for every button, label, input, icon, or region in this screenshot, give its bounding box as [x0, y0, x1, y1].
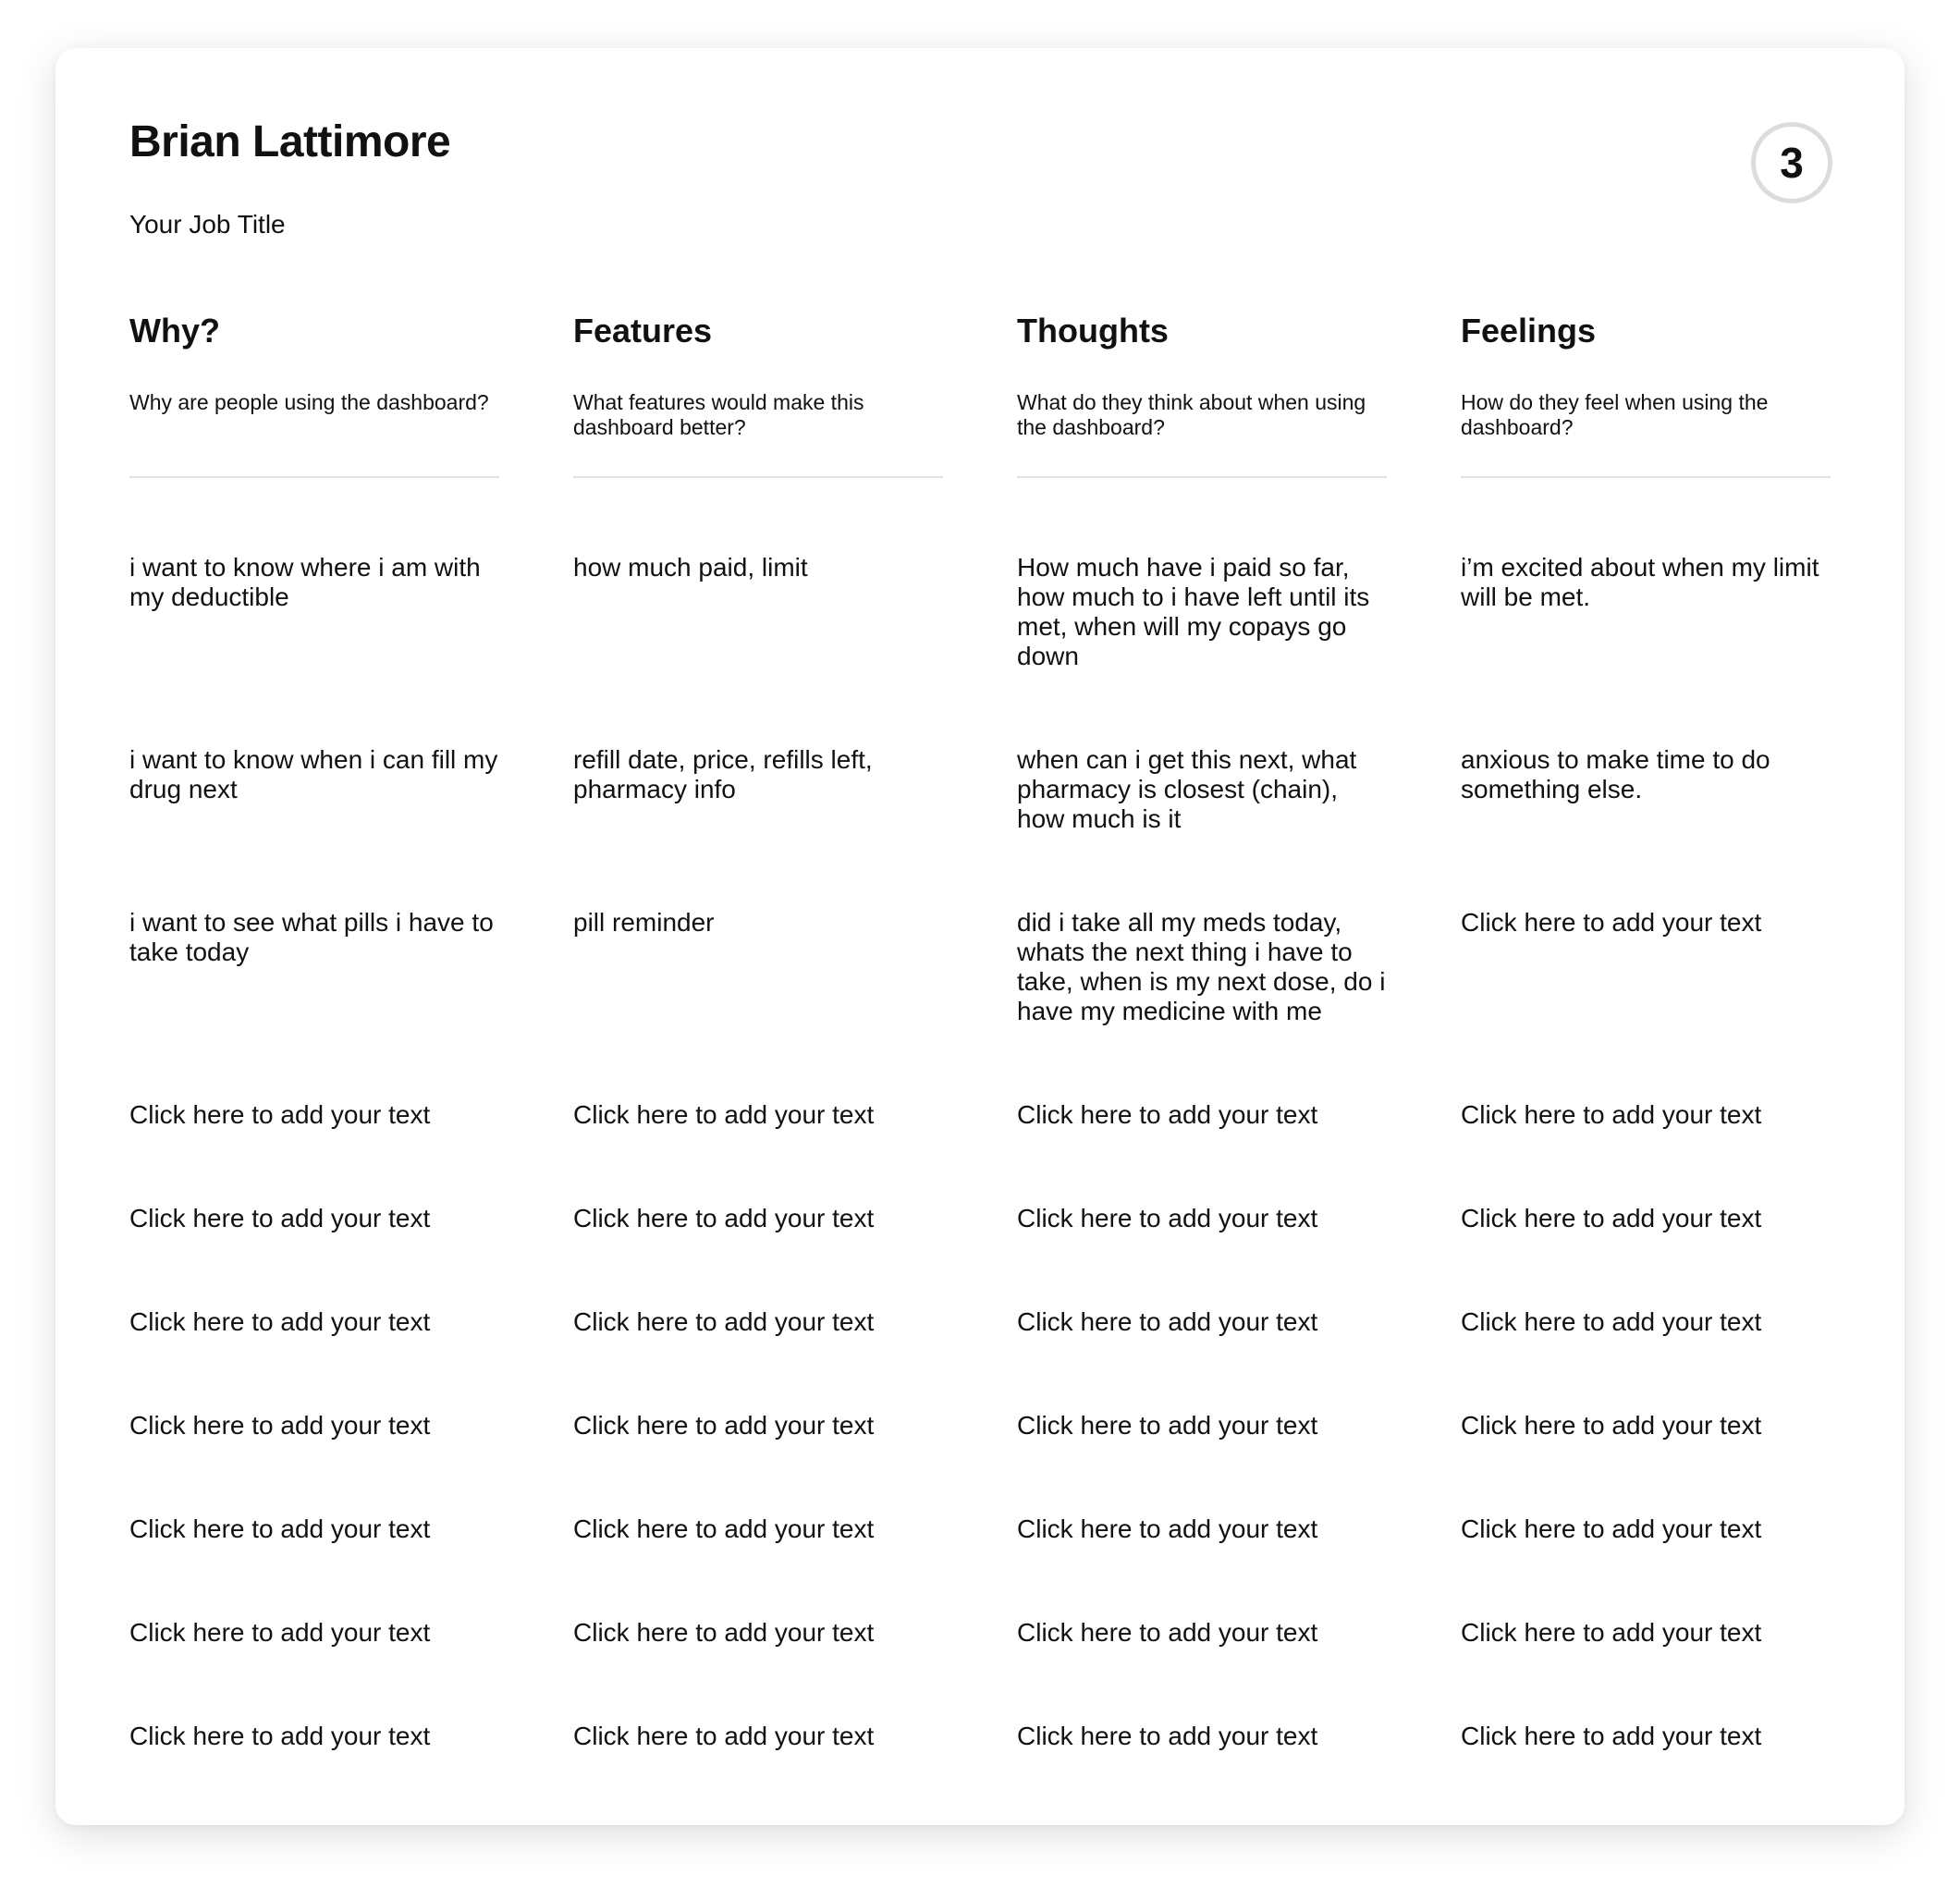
text-cell[interactable]: i want to know when i can fill my drug next: [129, 745, 498, 803]
persona-card: [55, 48, 1905, 1825]
text-cell[interactable]: Click here to add your text: [1461, 1204, 1762, 1232]
text-cell[interactable]: How much have i paid so far, how much to i have left until its met, when will my copays go down: [1017, 553, 1370, 670]
column-title: Why?: [129, 312, 220, 349]
column-title: Feelings: [1461, 312, 1597, 349]
text-cell[interactable]: pill reminder: [573, 908, 715, 937]
page-number: 3: [1780, 139, 1804, 187]
page-number-badge: [1751, 122, 1832, 203]
text-cell[interactable]: Click here to add your text: [1461, 1514, 1762, 1543]
text-cell[interactable]: when can i get this next, what pharmacy is closest (chain), how much is it: [1017, 745, 1357, 833]
text-cell[interactable]: Click here to add your text: [573, 1100, 875, 1129]
text-cell[interactable]: i want to know where i am with my deductible: [129, 553, 481, 611]
text-cell[interactable]: Click here to add your text: [573, 1722, 875, 1750]
text-cell[interactable]: Click here to add your text: [573, 1618, 875, 1647]
text-cell[interactable]: Click here to add your text: [129, 1514, 431, 1543]
text-cell[interactable]: refill date, price, refills left, pharmacy info: [573, 745, 873, 803]
text-cell[interactable]: Click here to add your text: [1017, 1722, 1318, 1750]
text-cell[interactable]: i’m excited about when my limit will be met.: [1461, 553, 1819, 611]
job-title[interactable]: Your Job Title: [129, 210, 286, 239]
text-cell[interactable]: Click here to add your text: [1017, 1307, 1318, 1336]
text-cell[interactable]: Click here to add your text: [1461, 1618, 1762, 1647]
text-cell[interactable]: Click here to add your text: [573, 1514, 875, 1543]
text-cell[interactable]: Click here to add your text: [1461, 1722, 1762, 1750]
text-cell[interactable]: Click here to add your text: [1461, 908, 1762, 937]
text-cell[interactable]: Click here to add your text: [1017, 1204, 1318, 1232]
text-cell[interactable]: Click here to add your text: [129, 1722, 431, 1750]
column-description: What do they think about when using the dashboard?: [1017, 390, 1366, 439]
text-cell[interactable]: Click here to add your text: [129, 1100, 431, 1129]
column-divider: [1017, 476, 1387, 478]
column-description: How do they feel when using the dashboard?: [1461, 390, 1769, 439]
text-cell[interactable]: Click here to add your text: [129, 1411, 431, 1440]
text-cell[interactable]: Click here to add your text: [1017, 1514, 1318, 1543]
text-cell[interactable]: Click here to add your text: [573, 1411, 875, 1440]
column-description: Why are people using the dashboard?: [129, 390, 489, 414]
text-cell[interactable]: Click here to add your text: [129, 1204, 431, 1232]
text-cell[interactable]: i want to see what pills i have to take today: [129, 908, 494, 966]
text-cell[interactable]: Click here to add your text: [573, 1307, 875, 1336]
column-divider: [129, 476, 499, 478]
text-cell[interactable]: Click here to add your text: [1017, 1411, 1318, 1440]
text-cell[interactable]: Click here to add your text: [1017, 1618, 1318, 1647]
column-description: What features would make this dashboard better?: [573, 390, 864, 439]
text-cell[interactable]: Click here to add your text: [1461, 1307, 1762, 1336]
text-cell[interactable]: Click here to add your text: [1461, 1411, 1762, 1440]
column-divider: [1461, 476, 1831, 478]
text-cell[interactable]: anxious to make time to do something else.: [1461, 745, 1770, 803]
column-title: Thoughts: [1017, 312, 1169, 349]
text-cell[interactable]: Click here to add your text: [1461, 1100, 1762, 1129]
text-cell[interactable]: Click here to add your text: [1017, 1100, 1318, 1129]
text-cell[interactable]: Click here to add your text: [573, 1204, 875, 1232]
text-cell[interactable]: Click here to add your text: [129, 1307, 431, 1336]
column-divider: [573, 476, 943, 478]
text-cell[interactable]: Click here to add your text: [129, 1618, 431, 1647]
text-cell[interactable]: did i take all my meds today, whats the next thing i have to take, when is my next dose, do i have my medicine with me: [1017, 908, 1386, 1025]
persona-name[interactable]: Brian Lattimore: [129, 117, 451, 166]
column-title: Features: [573, 312, 713, 349]
text-cell[interactable]: how much paid, limit: [573, 553, 808, 582]
